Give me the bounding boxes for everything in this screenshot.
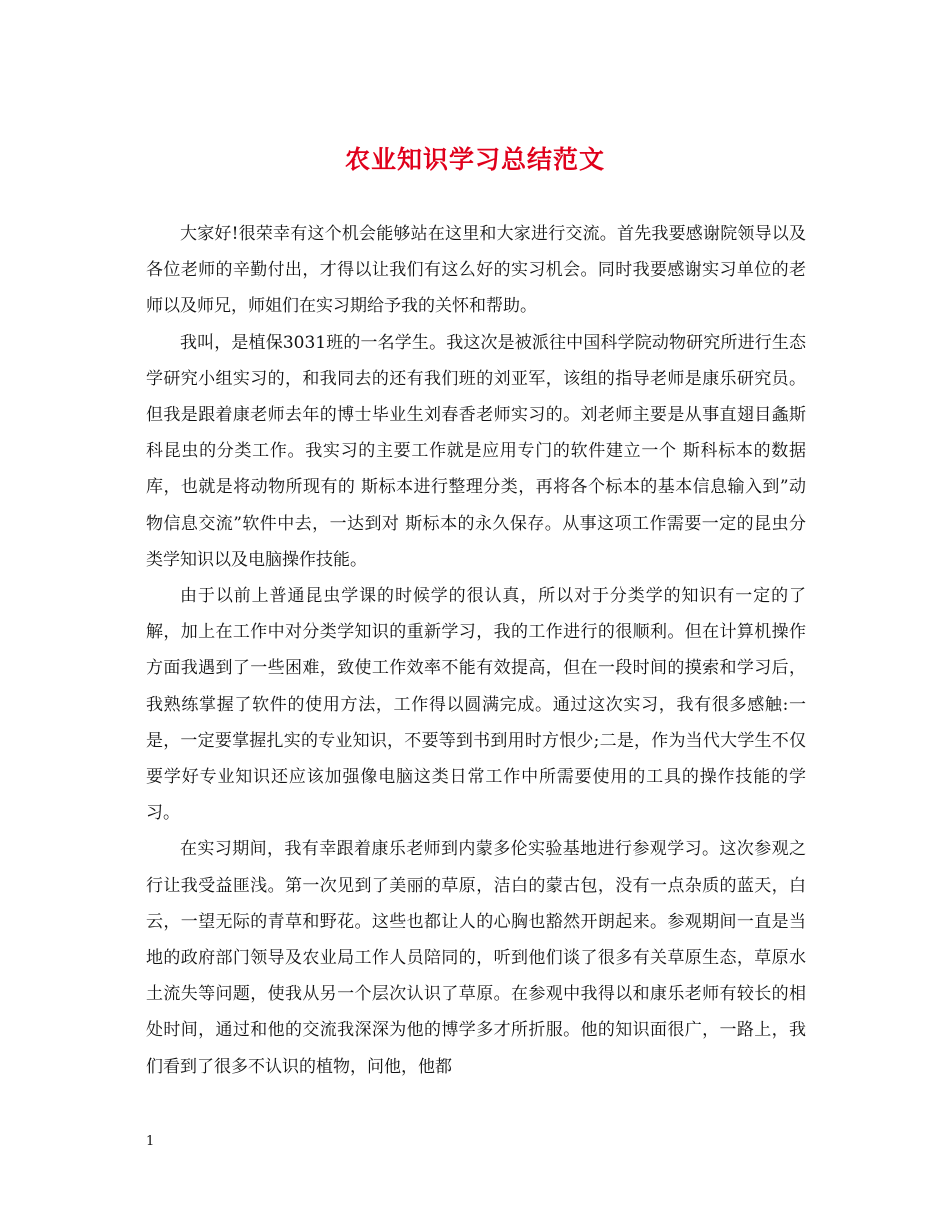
document-title: 农业知识学习总结范文 <box>344 145 605 174</box>
paragraph-2: 我叫，是植保3031班的一名学生。我这次是被派往中国科学院动物研究所进行生态学研究小组实习的，和我同去的还有我们班的刘亚军，该组的指导老师是康乐研究员。但我是跟着康老师去年的博士毕业生刘春香老师实习的。刘老师主要是从事直翅目螽斯科昆虫的分类工作。我实习的主要工作就是应用专门的软件建立一个 斯科标本的数据库，也就是将动物所现有的 斯标本进行整理分类，再将各个标本的基本信息输入到”动物信息交流”软件中去，一达到对 斯标本的永久保存。从事这项工作需要一定的昆虫分类学知识以及电脑操作技能。 <box>146 332 806 570</box>
paragraph-1: 大家好!很荣幸有这个机会能够站在这里和大家进行交流。首先我要感谢院领导以及各位老师的辛勤付出，才得以让我们有这么好的实习机会。同时我要感谢实习单位的老师以及师兄，师姐们在实习期给予我的关怀和帮助。 <box>146 224 806 317</box>
paragraph-3: 由于以前上普通昆虫学课的时候学的很认真，所以对于分类学的知识有一定的了解，加上在工作中对分类学知识的重新学习，我的工作进行的很顺利。但在计算机操作方面我遇到了一些困难，致使工作效率不能有效提高，但在一段时间的摸索和学习后，我熟练掌握了软件的使用方法，工作得以圆满完成。通过这次实习，我有很多感触:一是，一定要掌握扎实的专业知识，不要等到书到用时方恨少;二是，作为当代大学生不仅要学好专业知识还应该加强像电脑这类日常工作中所需要使用的工具的操作技能的学习。 <box>146 586 806 824</box>
page-number: 1 <box>146 1134 155 1149</box>
paragraph-4: 在实习期间，我有幸跟着康乐老师到内蒙多伦实验基地进行参观学习。这次参观之行让我受益匪浅。第一次见到了美丽的草原，洁白的蒙古包，没有一点杂质的蓝天，白云，一望无际的青草和野花。这些也都让人的心胸也豁然开朗起来。参观期间一直是当地的政府部门领导及农业局工作人员陪同的，听到他们谈了很多有关草原生态，草原水土流失等问题，使我从另一个层次认识了草原。在参观中我得以和康乐老师有较长的相处时间，通过和他的交流我深深为他的博学多才所折服。他的知识面很广，一路上，我们看到了很多不认识的植物，问他，他都 <box>146 839 806 1077</box>
document-body <box>146 216 806 1085</box>
